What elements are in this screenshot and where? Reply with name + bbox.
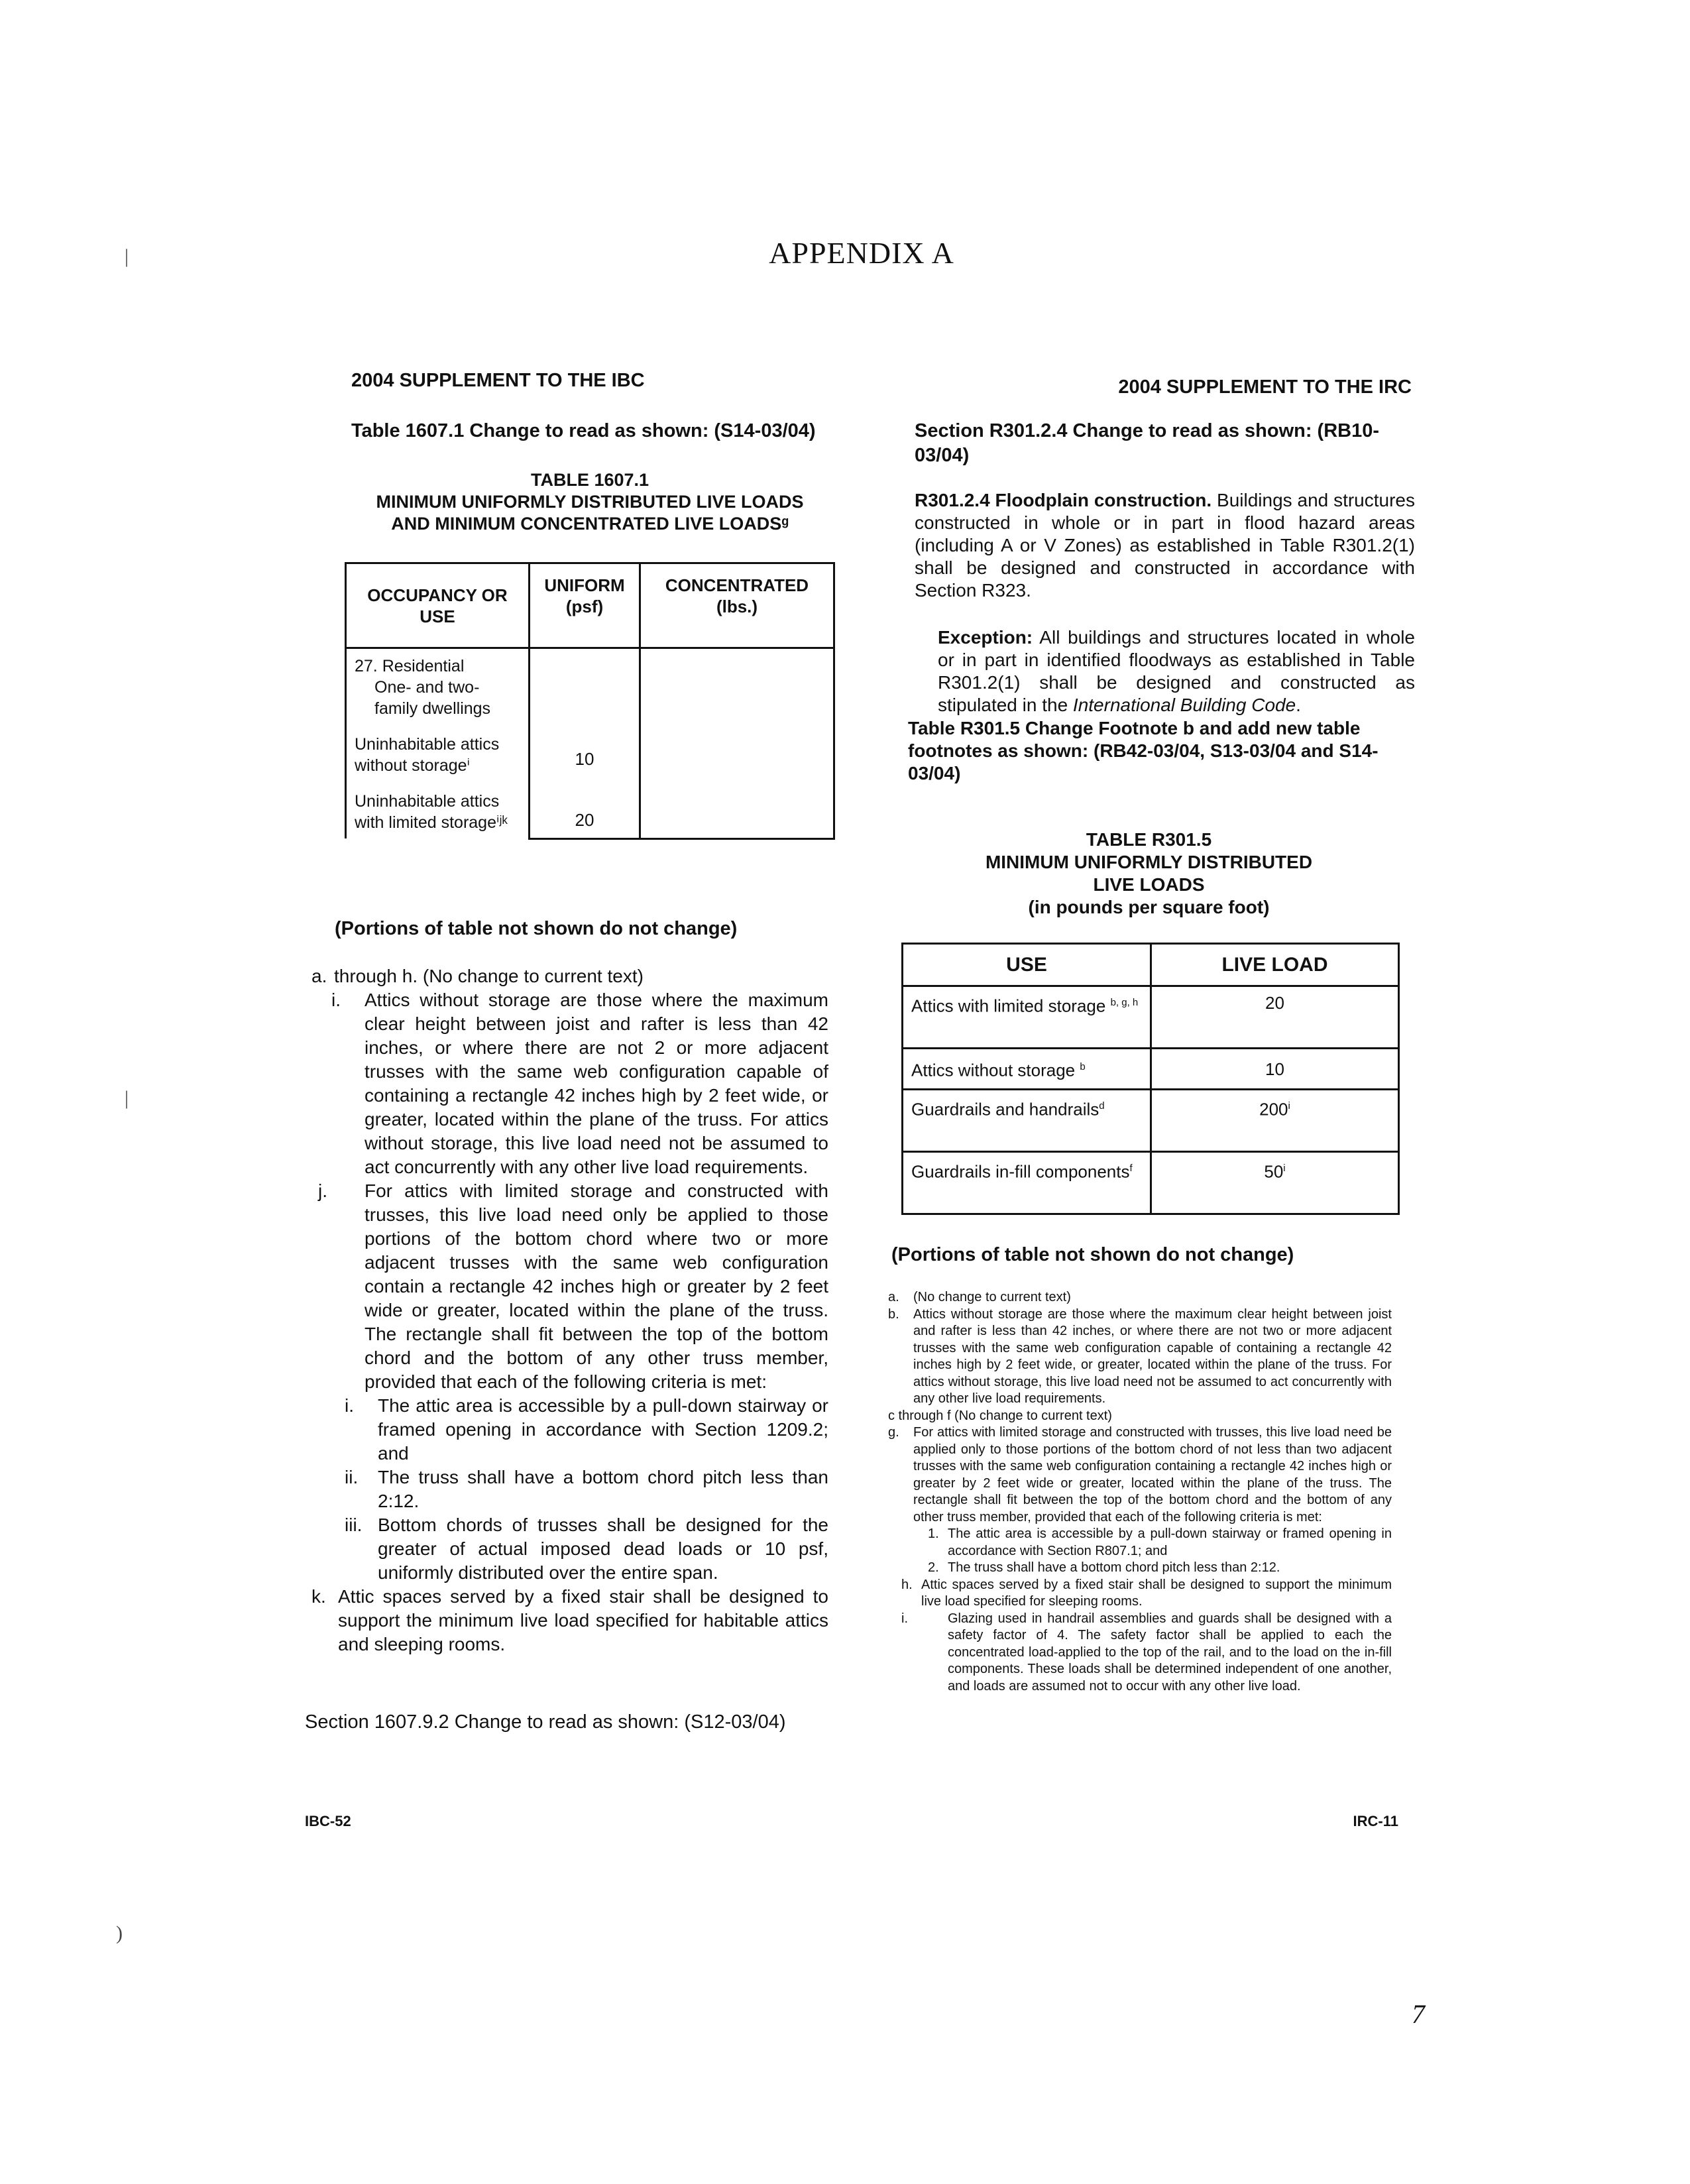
cell-text: Uninhabitable attics without storageⁱ (355, 735, 500, 775)
irc-table-change: Table R301.5 Change Footnote b and add new table footnotes as shown: (RB42-03/04, S13-03/04 and S14-03/04) (908, 718, 1379, 783)
footnote-text: Attics without storage are those where the maximum clear height between joist and rafter is less than 42 inches, or where there are not two or more adjacent trusses with the same web configuration capable of containing a rectangle 42 inches high by 2 feet wide, or greater, located within the plane of the truss. For attics without storage, this live load need not be assumed to act concurrently with any other live load requirements. (913, 1306, 1392, 1406)
exception-text: All buildings and structures located in whole or in part in identified floodways as established in Table R301.2(1) shall be designed and constructed as stipulated in the (938, 627, 1415, 715)
table-cell (1151, 1049, 1399, 1090)
footnote (888, 1289, 1392, 1306)
footnote (311, 988, 828, 1179)
column-header: OCCUPANCY OR USE (346, 563, 530, 648)
table-row (903, 1090, 1399, 1152)
table-cell (1151, 986, 1399, 1049)
footnote-key: g. (888, 1425, 899, 1440)
footnote-key: a. (888, 1290, 899, 1304)
subitem-text: The truss shall have a bottom chord pitch less than 2:12. (948, 1560, 1280, 1575)
subitem (345, 1394, 828, 1466)
footnote-key: k. (311, 1586, 326, 1607)
subitem-key: iii. (345, 1515, 363, 1535)
irc-footnotes (888, 1289, 1392, 1695)
footnote-ref: d (1099, 1100, 1105, 1112)
footnote (888, 1424, 1392, 1526)
footnote-text: through h. (No change to current text) (334, 966, 644, 986)
irc-header: 2004 SUPPLEMENT TO THE IRC (1118, 376, 1412, 398)
ibc-table-title (345, 469, 835, 535)
footnote-text: For attics with limited storage and constructed with trusses, this live load need only be applied to those portions of the bottom chord where two or more adjacent trusses with the same web configuration contain a rectangle 42 inches high or greater by 2 feet wide or greater, located within the plane of the truss. The rectangle shall fit between the top of the bottom chord and the bottom of any other truss member, provided that each of the following criteria is met: (365, 1180, 828, 1392)
cell-value: 20 (1265, 993, 1284, 1013)
table-row (903, 986, 1399, 1049)
subitem-list (311, 1394, 828, 1585)
column-header: UNIFORM (psf) (530, 563, 640, 648)
footnote-text: Glazing used in handrail assemblies and guards shall be designed with a safety factor of 4. The safety factor shall be applied to each the concentrated load-applied to the top of the rail, and to the load on the in-fill components. These loads shall be determined independent of one another, and loads are assumed not to occur with any other live load. (948, 1611, 1392, 1694)
irc-page-footer: IRC-11 (1353, 1813, 1398, 1829)
subitem (345, 1466, 828, 1513)
cell-value: 20 (575, 810, 594, 830)
footnote-ref: i (1283, 1163, 1286, 1174)
subitem-text: The attic area is accessible by a pull-down stairway or framed opening in accordance with Section R807.1; and (948, 1526, 1392, 1558)
ibc-live-load-table (345, 562, 835, 840)
subitem-key: 1. (928, 1526, 939, 1541)
footnote-key: i. (901, 1611, 908, 1626)
cell-text: One- and two-family dwellings (374, 678, 491, 718)
table-number: TABLE R301.5 (1086, 829, 1212, 850)
irc-exception: Exception: All buildings and structures located in whole or in part in identified floodways as established in Table R301.2(1) shall be designed and constructed as stipulated in the International Building Code. (938, 627, 1415, 715)
subitem-key: 2. (928, 1560, 939, 1575)
ibc-header: 2004 SUPPLEMENT TO THE IBC (351, 370, 645, 391)
table-cell (1151, 1152, 1399, 1214)
cell-value: 10 (1265, 1059, 1284, 1079)
table-cell (903, 986, 1151, 1049)
footnote (888, 1306, 1392, 1408)
table-cell (530, 648, 640, 839)
footnote (888, 1577, 1392, 1611)
subitem-text: The truss shall have a bottom chord pitch less than 2:12. (378, 1467, 828, 1511)
subitem-key: ii. (345, 1467, 359, 1487)
footnote-key: j. (318, 1180, 327, 1201)
footnote (311, 964, 828, 988)
code-title: International Building Code (1072, 695, 1296, 715)
page-number: 7 (1412, 1999, 1425, 2029)
column-header: CONCENTRATED (lbs.) (640, 563, 834, 648)
paragraph-heading: R301.2.4 Floodplain construction. (915, 490, 1212, 510)
irc-table-title (899, 829, 1398, 919)
ibc-change-note: Table 1607.1 Change to read as shown: (S14-03/04) (351, 420, 816, 441)
footnote-text: Attic spaces served by a fixed stair shall be designed to support the minimum live load specified for sleeping rooms. (921, 1577, 1392, 1609)
subitem-list (888, 1526, 1392, 1577)
subitem (928, 1526, 1392, 1560)
cell-text: Uninhabitable attics with limited storageⁱʲᵏ (355, 792, 508, 832)
irc-section-change: Section R301.2.4 Change to read as shown: (RB10-03/04) (915, 420, 1380, 466)
subitem (928, 1560, 1392, 1577)
footnote-key: a. (311, 966, 327, 986)
table-cell (640, 648, 834, 839)
page-title: APPENDIX A (769, 236, 954, 270)
table-row (903, 1152, 1399, 1214)
cell-text: Attics with limited storage (911, 996, 1106, 1016)
table-caption: MINIMUM UNIFORMLY DISTRIBUTED (985, 852, 1313, 872)
footnote-text: Attic spaces served by a fixed stair shall be designed to support the minimum live load specified for habitable attics and sleeping rooms. (338, 1586, 828, 1654)
exception-heading: Exception: (938, 627, 1033, 648)
column-header: USE (903, 944, 1151, 986)
subitem-text: Bottom chords of trusses shall be designed for the greater of actual imposed dead loads or 10 psf, uniformly distributed over the entire span. (378, 1515, 828, 1583)
cell-text: Guardrails in-fill components (911, 1161, 1130, 1182)
footnote (311, 1585, 828, 1656)
table-cell (346, 648, 530, 839)
cell-value: 50 (1264, 1161, 1284, 1182)
cell-value: 200 (1259, 1099, 1288, 1120)
footnote (311, 1179, 828, 1394)
irc-portions-note: (Portions of table not shown do not change) (891, 1244, 1294, 1265)
table-number: TABLE 1607.1 (530, 470, 649, 490)
paragraph-text: Buildings and structures constructed in whole or in part in flood hazard areas (including A or V Zones) as established in Table R301.2(1) shall be designed and constructed in accordance with Section R323. (915, 490, 1415, 601)
ibc-footnotes (311, 964, 828, 1656)
table-row (346, 648, 834, 839)
footnote-key: h. (901, 1577, 913, 1592)
footnote-text: Attics without storage are those where the maximum clear height between joist and rafter is less than 42 inches, or where there are not 2 or more adjacent trusses with the same web configuration capable of containing a rectangle 42 inches high by 2 feet wide, or greater, located within the plane of the truss. For attics without storage, this live load need not be assumed to act concurrently with any other live load requirements. (365, 990, 828, 1177)
scan-mark: | (125, 1087, 129, 1109)
ibc-section-note: Section 1607.9.2 Change to read as shown: (S12-03/04) (305, 1711, 786, 1733)
irc-floodplain-paragraph (915, 489, 1415, 602)
cell-text: Attics without storage (911, 1060, 1076, 1080)
table-cell (903, 1090, 1151, 1152)
footnote-text: c through f (No change to current text) (888, 1408, 1112, 1423)
table-row (903, 1049, 1399, 1090)
table-caption: AND MINIMUM CONCENTRATED LIVE LOADSᵍ (391, 514, 789, 534)
footnote (888, 1408, 1392, 1425)
table-caption: MINIMUM UNIFORMLY DISTRIBUTED LIVE LOADS (376, 492, 804, 512)
ibc-portions-note: (Portions of table not shown do not change) (335, 918, 738, 939)
footnote-text: (No change to current text) (913, 1290, 1071, 1304)
subitem-key: i. (345, 1395, 354, 1416)
footnote (888, 1611, 1392, 1695)
table-caption: (in pounds per square foot) (1028, 897, 1270, 917)
table-cell (903, 1049, 1151, 1090)
table-cell (1151, 1090, 1399, 1152)
footnote-key: i. (331, 990, 341, 1010)
footnote-text: For attics with limited storage and constructed with trusses, this live load need be applied only to those portions of the bottom chord of not less than two adjacent trusses with the same web configuration containing a rectangle 42 inches high or greater by 2 feet wide or greater, located within the plane of the truss. The rectangle shall fit between the top of the bottom chord and the bottom of any other truss member, provided that each of the following criteria is met: (913, 1425, 1392, 1524)
column-header: LIVE LOAD (1151, 944, 1399, 986)
table-cell (903, 1152, 1151, 1214)
table-caption: LIVE LOADS (1093, 874, 1205, 895)
footnote-ref: f (1129, 1163, 1133, 1174)
ibc-page-footer: IBC-52 (305, 1813, 351, 1829)
irc-live-load-table (901, 943, 1400, 1215)
cell-text: Guardrails and handrails (911, 1099, 1099, 1120)
scan-mark: | (125, 245, 129, 267)
cell-text: 27. Residential (355, 657, 465, 675)
subitem (345, 1513, 828, 1585)
footnote-ref: i (1288, 1100, 1290, 1112)
cell-value: 10 (575, 749, 594, 769)
scan-mark: ) (116, 1922, 123, 1944)
subitem-text: The attic area is accessible by a pull-down stairway or framed opening in accordance with Section 1209.2; and (378, 1395, 828, 1464)
footnote-ref: b (1080, 1061, 1086, 1073)
footnote-ref: b, g, h (1110, 997, 1139, 1008)
footnote-key: b. (888, 1306, 899, 1322)
